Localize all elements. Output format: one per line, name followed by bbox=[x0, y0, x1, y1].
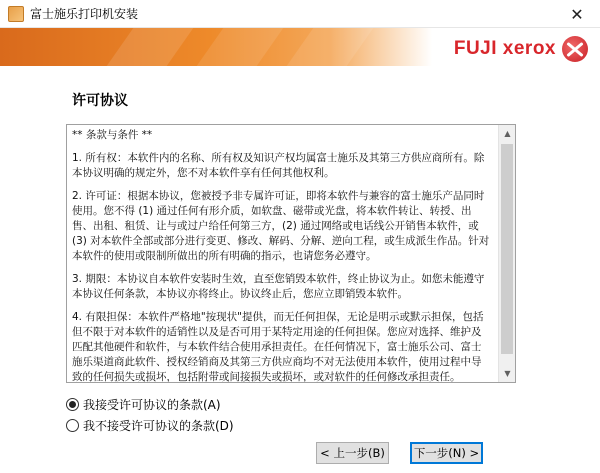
scroll-down-arrow-icon[interactable]: ▼ bbox=[504, 369, 511, 378]
page-title: 许可协议 bbox=[72, 93, 128, 109]
license-text-area[interactable] bbox=[66, 124, 516, 383]
decline-option[interactable] bbox=[66, 417, 234, 434]
scroll-up-arrow-icon[interactable]: ▲ bbox=[504, 129, 511, 138]
license-content bbox=[72, 128, 491, 383]
license-paragraph: ** 条款与条件 ** bbox=[72, 129, 153, 141]
brand-banner bbox=[0, 28, 600, 66]
accept-label[interactable]: 我接受许可协议的条款(A) bbox=[83, 398, 221, 412]
license-paragraph: 4. 有限担保：本软件严格地"按现状"提供，而无任何担保，无论是明示或默示担保，包括但不限于对本软件的适销性以及是否可用于某特定用途的任何担保。您应对选择、维护及匹配其他硬件和软件，与本软件结合使用承担责任。在任何情况下，富士施乐公司、富士施乐渠道商此软件、授权经销商及其第三方供应商均不对无法使用本软件，使用过程中导致的任何损失或损坏，包括附带或间接损失或损坏，或对软件的任何修改承担责任。 bbox=[72, 311, 484, 383]
title-bar bbox=[0, 0, 600, 28]
next-button[interactable]: 下一步(N) > bbox=[410, 442, 483, 464]
logo-text: FUJI xerox bbox=[453, 38, 556, 59]
fuji-xerox-logo bbox=[454, 36, 588, 62]
license-paragraph: 1. 所有权：本软件内的名称、所有权及知识产权均属富士施乐及其第三方供应商所有。除本协议明确的规定外，您不对本软件享有任何其他权利。 bbox=[72, 152, 485, 179]
installer-app-icon bbox=[8, 6, 24, 22]
xerox-sphere-icon bbox=[562, 36, 588, 62]
accept-radio[interactable] bbox=[66, 398, 79, 411]
accept-option[interactable] bbox=[66, 396, 221, 413]
banner-stripe bbox=[197, 28, 284, 66]
decline-label[interactable]: 我不接受许可协议的条款(D) bbox=[83, 419, 234, 433]
banner-stripe bbox=[107, 28, 194, 66]
vertical-scrollbar[interactable] bbox=[498, 125, 515, 382]
decline-radio[interactable] bbox=[66, 419, 79, 432]
banner-stripe bbox=[287, 28, 374, 66]
license-paragraph: 3. 期限：本协议自本软件安装时生效，直至您销毁本软件，终止协议为止。如您未能遵守本协议任何条款，本协议亦将终止。协议终止后，您应立即销毁本软件。 bbox=[72, 273, 485, 300]
scroll-thumb[interactable] bbox=[501, 144, 513, 354]
window-title: 富士施乐打印机安装 bbox=[30, 7, 139, 21]
license-paragraph: 2. 许可证：根据本协议，您被授予非专属许可证，即将本软件与兼容的富士施乐产品同时使用。您不得 (1) 通过任何有形介质，如软盘、磁带或光盘，将本软件转让、转授、出售、出租、租赁、让与或过户给任何第三方，(2) 通过网络或电话线公开销售本软件，或 (3) 对本软件全部或部分进行变更、修改、解码、分解、逆向工程，或生成派生作品。针对本软件的使用或限制所做出的所有明确的指示，也请您务必遵守。 bbox=[72, 190, 490, 262]
back-button[interactable]: < 上一步(B) bbox=[316, 442, 389, 464]
close-button[interactable]: ✕ bbox=[570, 4, 584, 24]
